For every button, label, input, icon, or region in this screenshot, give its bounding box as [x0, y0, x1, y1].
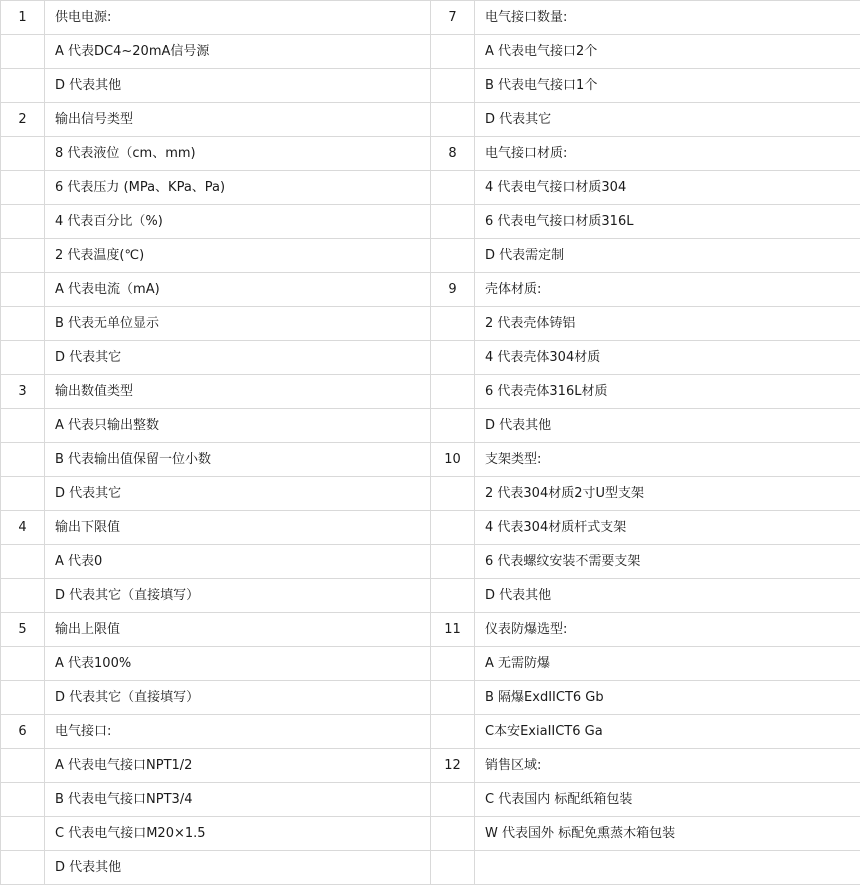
table-row — [1, 647, 860, 681]
row-number-right: 12 — [431, 749, 475, 783]
row-number-left: 6 — [1, 715, 45, 749]
table-row — [1, 613, 860, 647]
row-text-left: D 代表其他 — [45, 69, 431, 103]
row-text-left: A 代表100% — [45, 647, 431, 681]
row-number-left — [1, 851, 45, 885]
row-number-right — [431, 817, 475, 851]
row-text-left: D 代表其他 — [45, 851, 431, 885]
row-text-right: 电气接口数量: — [475, 1, 860, 35]
row-number-right — [431, 35, 475, 69]
table-row — [1, 375, 860, 409]
row-text-right: A 无需防爆 — [475, 647, 860, 681]
row-text-left: A 代表电气接口NPT1/2 — [45, 749, 431, 783]
row-text-right: 电气接口材质: — [475, 137, 860, 171]
table-row — [1, 273, 860, 307]
table-row — [1, 511, 860, 545]
table-row — [1, 341, 860, 375]
row-number-right — [431, 103, 475, 137]
row-number-left — [1, 341, 45, 375]
row-number-right — [431, 69, 475, 103]
row-number-left — [1, 35, 45, 69]
row-text-left: C 代表电气接口M20×1.5 — [45, 817, 431, 851]
table-row — [1, 477, 860, 511]
row-text-right: 6 代表电气接口材质316L — [475, 205, 860, 239]
row-text-left: A 代表电流（mA) — [45, 273, 431, 307]
row-number-left — [1, 239, 45, 273]
row-number-right: 11 — [431, 613, 475, 647]
row-text-left: B 代表电气接口NPT3/4 — [45, 783, 431, 817]
table-row — [1, 35, 860, 69]
row-number-right: 8 — [431, 137, 475, 171]
row-text-right: 仪表防爆选型: — [475, 613, 860, 647]
row-number-left — [1, 443, 45, 477]
row-text-right: 6 代表壳体316L材质 — [475, 375, 860, 409]
row-text-left: 2 代表温度(℃) — [45, 239, 431, 273]
row-text-left: A 代表只输出整数 — [45, 409, 431, 443]
row-text-right: 2 代表壳体铸铝 — [475, 307, 860, 341]
row-text-right: A 代表电气接口2个 — [475, 35, 860, 69]
row-text-left: 电气接口: — [45, 715, 431, 749]
row-number-right — [431, 171, 475, 205]
row-text-right: D 代表其他 — [475, 579, 860, 613]
table-row — [1, 443, 860, 477]
table-row — [1, 239, 860, 273]
row-number-right — [431, 307, 475, 341]
row-text-left: D 代表其它 — [45, 341, 431, 375]
row-text-right: 销售区域: — [475, 749, 860, 783]
row-number-right — [431, 341, 475, 375]
row-number-left — [1, 545, 45, 579]
row-number-left — [1, 137, 45, 171]
row-text-left: 8 代表液位（cm、mm) — [45, 137, 431, 171]
row-number-right — [431, 783, 475, 817]
row-number-right — [431, 511, 475, 545]
table-row — [1, 579, 860, 613]
table-row — [1, 409, 860, 443]
table-row — [1, 681, 860, 715]
row-text-right: B 隔爆ExdIICT6 Gb — [475, 681, 860, 715]
table-row — [1, 1, 860, 35]
table-row — [1, 783, 860, 817]
row-number-left — [1, 579, 45, 613]
row-number-left — [1, 681, 45, 715]
table-row — [1, 205, 860, 239]
row-number-right: 10 — [431, 443, 475, 477]
table-row — [1, 103, 860, 137]
row-number-left: 2 — [1, 103, 45, 137]
row-text-right: 2 代表304材质2寸U型支架 — [475, 477, 860, 511]
row-number-left: 5 — [1, 613, 45, 647]
table-row — [1, 137, 860, 171]
row-number-right — [431, 715, 475, 749]
row-number-left — [1, 171, 45, 205]
row-text-left: 输出数值类型 — [45, 375, 431, 409]
row-text-right: 4 代表电气接口材质304 — [475, 171, 860, 205]
row-number-right — [431, 205, 475, 239]
row-number-right — [431, 375, 475, 409]
row-number-left — [1, 783, 45, 817]
row-number-right — [431, 477, 475, 511]
row-number-right — [431, 579, 475, 613]
row-text-right: D 代表其它 — [475, 103, 860, 137]
row-number-right — [431, 851, 475, 885]
row-text-left: 供电电源: — [45, 1, 431, 35]
row-text-right: D 代表需定制 — [475, 239, 860, 273]
table-row — [1, 715, 860, 749]
row-number-left: 4 — [1, 511, 45, 545]
row-text-left: 输出下限值 — [45, 511, 431, 545]
table-row — [1, 545, 860, 579]
row-text-right: 4 代表壳体304材质 — [475, 341, 860, 375]
row-number-right — [431, 409, 475, 443]
table-row — [1, 307, 860, 341]
table-row — [1, 817, 860, 851]
table-row — [1, 171, 860, 205]
row-number-left — [1, 307, 45, 341]
row-text-left: D 代表其它 — [45, 477, 431, 511]
row-text-left: 6 代表压力 (MPa、KPa、Pa) — [45, 171, 431, 205]
row-number-left — [1, 409, 45, 443]
row-number-left — [1, 477, 45, 511]
row-number-right: 7 — [431, 1, 475, 35]
row-text-left: 4 代表百分比（%) — [45, 205, 431, 239]
row-text-left: B 代表无单位显示 — [45, 307, 431, 341]
spec-table-body — [1, 1, 860, 885]
table-row — [1, 851, 860, 885]
row-number-left — [1, 205, 45, 239]
row-number-right — [431, 545, 475, 579]
row-text-right: W 代表国外 标配免熏蒸木箱包装 — [475, 817, 860, 851]
table-row — [1, 749, 860, 783]
row-text-left: A 代表0 — [45, 545, 431, 579]
row-number-left — [1, 817, 45, 851]
row-text-right: 壳体材质: — [475, 273, 860, 307]
row-text-right: B 代表电气接口1个 — [475, 69, 860, 103]
row-number-left: 3 — [1, 375, 45, 409]
row-text-right: 6 代表螺纹安装不需要支架 — [475, 545, 860, 579]
row-number-left — [1, 69, 45, 103]
row-text-left: 输出上限值 — [45, 613, 431, 647]
row-number-left — [1, 647, 45, 681]
row-text-right: C 代表国内 标配纸箱包装 — [475, 783, 860, 817]
row-text-right: 4 代表304材质杆式支架 — [475, 511, 860, 545]
row-number-left: 1 — [1, 1, 45, 35]
row-text-right: C本安ExiaIICT6 Ga — [475, 715, 860, 749]
row-number-right: 9 — [431, 273, 475, 307]
row-number-right — [431, 239, 475, 273]
row-number-left — [1, 273, 45, 307]
row-text-left: D 代表其它（直接填写） — [45, 579, 431, 613]
row-text-left: D 代表其它（直接填写） — [45, 681, 431, 715]
row-text-left: A 代表DC4~20mA信号源 — [45, 35, 431, 69]
row-text-right: 支架类型: — [475, 443, 860, 477]
row-number-left — [1, 749, 45, 783]
row-number-right — [431, 647, 475, 681]
table-row — [1, 69, 860, 103]
row-text-right — [475, 851, 860, 885]
row-number-right — [431, 681, 475, 715]
row-text-left: B 代表输出值保留一位小数 — [45, 443, 431, 477]
row-text-right: D 代表其他 — [475, 409, 860, 443]
row-text-left: 输出信号类型 — [45, 103, 431, 137]
